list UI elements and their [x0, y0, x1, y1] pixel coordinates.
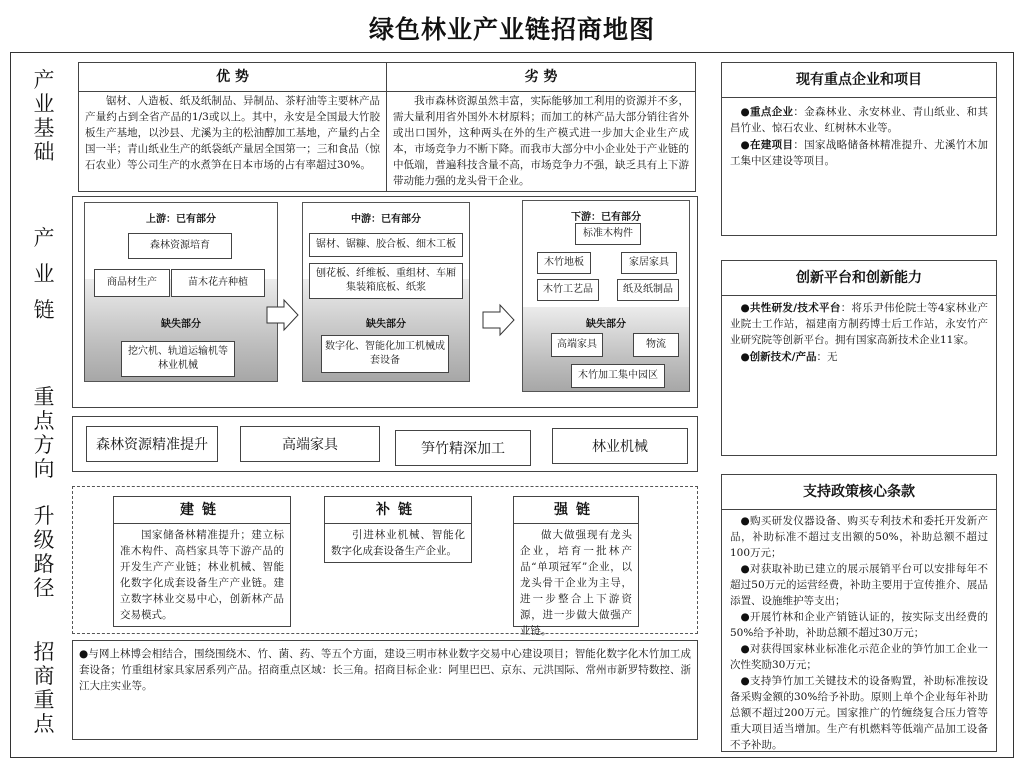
- chain-node: 商品材生产: [94, 269, 170, 297]
- direction-item: 森林资源精准提升: [86, 426, 218, 462]
- weaknesses-heading: 劣 势: [387, 63, 695, 92]
- midstream-missing-title: 缺失部分: [366, 319, 406, 330]
- side-label-investment: 招商重点: [33, 640, 55, 736]
- key-project-item: ●在建项目：国家战略储备林精准提升、尤溪竹木加工集中区建设等项目。: [730, 139, 988, 167]
- chain-node: 刨花板、纤维板、重组材、车厢集装箱底板、纸浆: [309, 263, 463, 299]
- side-label-foundation: 产业基础: [33, 68, 55, 164]
- innovation-box: [721, 260, 997, 456]
- midstream-title: 中游：已有部分: [351, 214, 421, 225]
- upgrade-card-title: 强链: [513, 496, 639, 524]
- weaknesses-box: [386, 62, 696, 192]
- upgrade-card-body: 国家储备林精准提升；建立标准木构件、高档家具等下游产品的开发生产产业链；林业机械、智能化数字化成套设备生产产业链。建立数字林业交易中心，创新林产品交易模式。: [113, 523, 291, 627]
- chain-node: 锯材、锯糠、胶合板、细木工板: [309, 233, 463, 257]
- arrow-right-icon: [482, 303, 516, 337]
- side-label-direction: 重点方向: [33, 385, 55, 481]
- chain-missing-node: 物流: [633, 333, 679, 357]
- investment-focus-box: [72, 640, 698, 740]
- upgrade-card-title: 建链: [113, 496, 291, 524]
- key-enterprise-item: ●重点企业：金森林业、永安林业、青山纸业、和其昌竹业、惊石农业、红树林木业等。: [730, 106, 988, 134]
- chain-node: 木竹地板: [537, 252, 591, 274]
- chain-node: 森林资源培育: [128, 233, 232, 259]
- policy-item: ●支持笋竹加工关键技术的设备购置，补助标准按设备采购金额的30%给予补助。原则上单个企业每年补助总额不超过200万元。国家推广的竹缠绕复合压力管等重大项目适当增加。生产有机燃料等低端产品加工设备不予补助。: [730, 675, 988, 751]
- side-label-upgrade: 升级路径: [33, 504, 55, 600]
- policy-heading: 支持政策核心条款: [722, 475, 996, 510]
- investment-focus-text: ●与网上林博会相结合，围绕围绕木、竹、菌、药、等五个方面，建设三明市林业数字交易中心建设项目；智能化数字化木竹加工成套设备；竹重组材家具家居系列产品。招商重点区域：长三角。招商目标企业：阿里巴巴、京东、元洪国际、常州市新罗特数控、浙江大庄实业等。: [79, 648, 691, 692]
- downstream-missing-title: 缺失部分: [586, 319, 626, 330]
- chain-missing-node: 木竹加工集中园区: [571, 364, 665, 388]
- stage-upstream: [84, 202, 278, 382]
- chain-node: 木竹工艺品: [537, 279, 599, 301]
- policy-box: [721, 474, 997, 752]
- strengths-box: [78, 62, 387, 192]
- direction-item: 高端家具: [240, 426, 380, 462]
- policy-item: ●开展竹林和企业产销链认证的，按实际支出经费的50%给予补助，补助总额不超过30万元；: [730, 611, 988, 639]
- policy-item: ●购买研发仪器设备、购买专利技术和委托开发新产品，补助标准不超过支出额的50%，补助总额不超过100万元；: [730, 515, 988, 559]
- upstream-missing-title: 缺失部分: [161, 319, 201, 330]
- side-label-chain: 产业链: [33, 226, 55, 322]
- stage-midstream: [302, 202, 470, 382]
- key-enterprises-heading: 现有重点企业和项目: [722, 63, 996, 98]
- downstream-title: 下游：已有部分: [571, 212, 641, 223]
- chain-missing-node: 数字化、智能化加工机械成套设备: [321, 335, 449, 373]
- direction-item: 林业机械: [552, 428, 688, 464]
- strengths-heading: 优 势: [79, 63, 386, 92]
- chain-node: 纸及纸制品: [617, 279, 679, 301]
- chain-node: 标准木构件: [575, 223, 641, 245]
- upgrade-card-title: 补链: [324, 496, 472, 524]
- page-title: 绿色林业产业链招商地图: [368, 15, 655, 44]
- chain-node: 家居家具: [621, 252, 677, 274]
- upstream-title: 上游：已有部分: [146, 214, 216, 225]
- chain-missing-node: 挖穴机、轨道运输机等林业机械: [121, 341, 235, 377]
- upgrade-card-body: 引进林业机械、智能化数字化成套设备生产企业。: [324, 523, 472, 563]
- innovation-tech-item: ●创新技术/产品：无: [740, 351, 838, 363]
- policy-item: ●对获得国家林业标准化示范企业的笋竹加工企业一次性奖励30万元；: [730, 643, 988, 671]
- upgrade-card-body: 做大做强现有龙头企业，培育一批林产品“单项冠军”企业，以龙头骨干企业为主导，进一步整合上下游资源，进一步做大做强产业链。: [513, 523, 639, 627]
- chain-node: 苗木花卉种植: [171, 269, 265, 297]
- chain-missing-node: 高端家具: [551, 333, 603, 357]
- weaknesses-text: 我市森林资源虽然丰富，实际能够加工利用的资源并不多，需大量利用省外国外木材原料；而加工的林产品大部分销往省外或出口国外，这种两头在外的生产模式进一步加大企业生产成本，市场竞争力不断下降。而我市大部分中小企业处于产业链的中低端，普遍科技含量不高，市场竞争力不强，缺乏具有上下游带动能力强的龙头骨干企业。: [393, 95, 689, 187]
- strengths-text: 锯材、人造板、纸及纸制品、异制品、茶籽油等主要林产品产量约占到全省产品的1/3或以上。其中，永安是全国最大竹胶板生产基地，以沙县、尤溪为主的松油醇加工基地，产量约占全国一半；青山纸业生产的纸袋纸产量居全国第一；三和食品（惊石农业）等公司生产的水煮笋在日本市场的占有率超过30%。: [85, 95, 380, 171]
- key-enterprises-box: [721, 62, 997, 236]
- direction-item: 笋竹精深加工: [395, 430, 531, 466]
- innovation-heading: 创新平台和创新能力: [722, 261, 996, 296]
- arrow-right-icon: [266, 298, 300, 332]
- innovation-platform-item: ●共性研发/技术平台：将乐尹伟伦院士等4家林业产业院士工作站，福建南方制药博士后工作站，永安竹产业研究院等创新平台。拥有国家高新技术企业11家。: [730, 302, 989, 346]
- stage-downstream: [522, 200, 690, 392]
- policy-item: ●对获取补助已建立的展示展销平台可以安排每年不超过50万元的运营经费，补助主要用于宣传推介、展品添置、设施维护等支出；: [730, 563, 988, 607]
